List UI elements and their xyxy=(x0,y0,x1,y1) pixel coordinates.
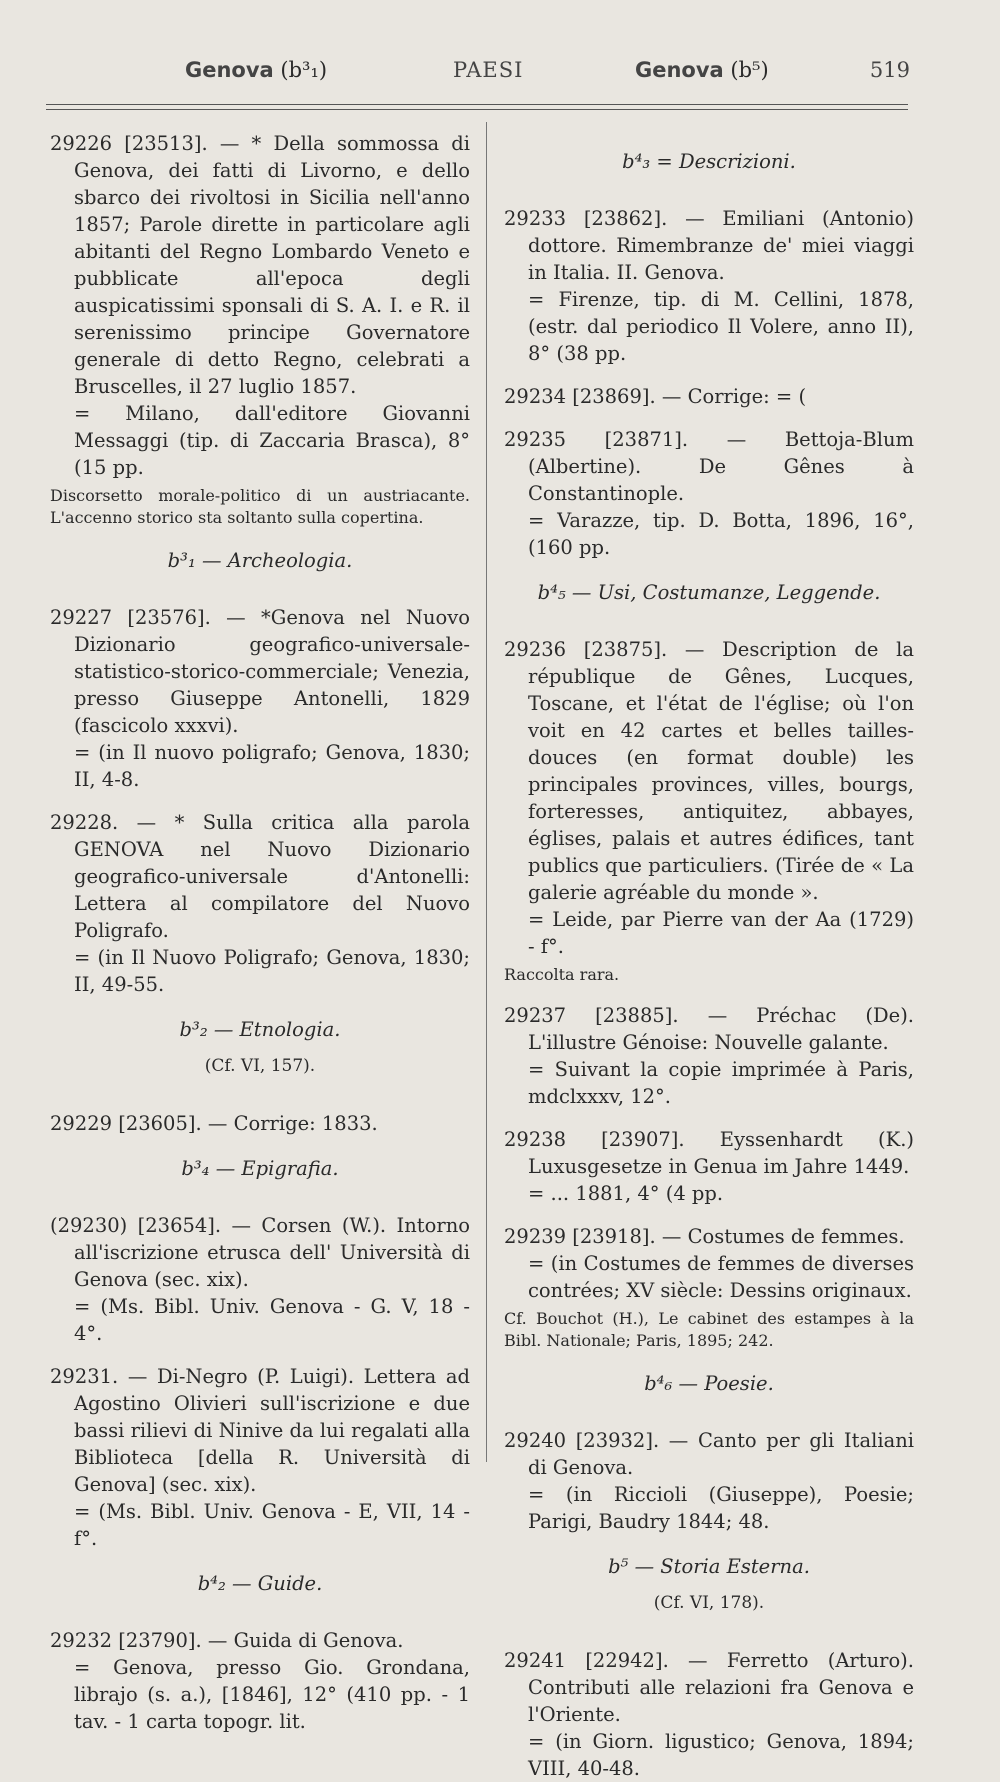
note: Discorsetto morale-politico di un austriacante. L'accenno storico sta soltanto sulla copertina. xyxy=(50,486,470,527)
catalogue-entry: 29239 [23918]. — Costumes de femmes. xyxy=(504,1225,905,1248)
running-head-right: Genova (b⁵) xyxy=(635,58,769,82)
spacer xyxy=(504,620,914,636)
catalogue-entry: 29227 [23576]. — *Genova nel Nuovo Dizionario geografico-universale-statistico-storico-commerciale; Venezia, presso Giuseppe Antonelli, 1829 (fascicolo xxxvi). xyxy=(50,606,470,737)
section-heading-text: b⁵ — Storia Esterna. xyxy=(608,1555,810,1578)
spacer xyxy=(504,986,914,1002)
imprint-line: = Varazze, tip. D. Botta, 1896, 16°, (160 pp. xyxy=(528,509,914,559)
imprint-line: = (in Giorn. ligustico; Genova, 1894; VIII, 40-48. xyxy=(528,1730,914,1780)
page-number: 519 xyxy=(869,58,910,82)
spacer xyxy=(50,1094,470,1110)
imprint-line: = Genova, presso Gio. Grondana, librajo (s. a.), [1846], 12° (410 pp. - 1 tav. - 1 carta topogr. lit. xyxy=(74,1656,470,1733)
imprint-line: = (Ms. Bibl. Univ. Genova - G. V, 18 - 4°. xyxy=(74,1295,470,1345)
spacer xyxy=(504,1207,914,1223)
running-head-left: Genova (b³₁) xyxy=(185,58,328,82)
imprint-line: = (in Il nuovo poligrafo; Genova, 1830; II, 4-8. xyxy=(74,741,470,791)
cross-reference: (Cf. VI, 178). xyxy=(653,1593,765,1613)
catalogue-entry: 29241 [22942]. — Ferretto (Arturo). Contributi alle relazioni fra Genova e l'Oriente. xyxy=(504,1649,914,1726)
catalogue-entry: 29234 [23869]. — Corrige: = ( xyxy=(504,385,807,408)
spacer xyxy=(504,410,914,426)
left-column xyxy=(50,130,470,1735)
spacer xyxy=(504,1631,914,1647)
running-head-center: PAESI xyxy=(453,58,524,82)
catalogue-entry: 29238 [23907]. Eyssenhardt (K.) Luxusgesetze in Genua im Jahre 1449. xyxy=(504,1128,914,1178)
section-heading xyxy=(50,1570,470,1597)
catalogue-entry: 29232 [23790]. — Guida di Genova. xyxy=(50,1629,404,1652)
spacer xyxy=(50,1611,470,1627)
running-head xyxy=(185,58,910,98)
right-column xyxy=(504,130,914,1782)
section-heading xyxy=(50,1155,470,1182)
imprint-line: = ... 1881, 4° (4 pp. xyxy=(528,1182,724,1205)
section-heading-text: b³₂ — Etnologia. xyxy=(179,1018,341,1041)
spacer xyxy=(50,793,470,809)
imprint-line: = (in Riccioli (Giuseppe), Poesie; Parigi, Baudry 1844; 48. xyxy=(528,1483,914,1533)
section-heading-text: b⁴₅ — Usi, Costumanze, Leggende. xyxy=(537,581,881,604)
catalogue-entry: 29240 [23932]. — Canto per gli Italiani di Genova. xyxy=(504,1429,914,1479)
section-heading xyxy=(50,1016,470,1043)
section-heading-text: b⁴₃ = Descrizioni. xyxy=(622,150,796,173)
section-heading xyxy=(504,148,914,175)
spacer xyxy=(504,1110,914,1126)
imprint-line: = Leide, par Pierre van der Aa (1729) - f°. xyxy=(528,908,914,958)
imprint-line: = Milano, dall'editore Giovanni Messaggi (tip. di Zaccaria Brasca), 8° (15 pp. xyxy=(74,402,470,479)
section-heading-text: b⁴₆ — Poesie. xyxy=(644,1372,774,1395)
imprint-line: = (Ms. Bibl. Univ. Genova - E, VII, 14 - f°. xyxy=(74,1500,470,1550)
section-heading xyxy=(50,547,470,574)
header-rule xyxy=(46,104,908,105)
catalogue-entry: 29231. — Di-Negro (P. Luigi). Lettera ad Agostino Olivieri sull'iscrizione e due bassi rilievi di Ninive da lui regalati alla Biblioteca [della R. Università di Genova] (sec. xix). xyxy=(50,1365,470,1496)
section-heading xyxy=(504,579,914,606)
note: Raccolta rara. xyxy=(504,965,620,984)
note: Cf. Bouchot (H.), Le cabinet des estampes à la Bibl. Nationale; Paris, 1895; 242. xyxy=(504,1309,914,1350)
cross-reference: (Cf. VI, 157). xyxy=(204,1056,316,1076)
section-heading-text: b⁴₂ — Guide. xyxy=(197,1572,323,1595)
section-heading xyxy=(504,1370,914,1397)
imprint-line: = Suivant la copie imprimée à Paris, mdclxxxv, 12°. xyxy=(528,1058,914,1108)
catalogue-entry: (29230) [23654]. — Corsen (W.). Intorno all'iscrizione etrusca dell' Università di Genova (sec. xix). xyxy=(50,1214,470,1291)
catalogue-entry: 29235 [23871]. — Bettoja-Blum (Albertine). De Gênes à Constantinople. xyxy=(504,428,914,505)
catalogue-entry: 29228. — * Sulla critica alla parola GENOVA nel Nuovo Dizionario geografico-universale d'Antonelli: Lettera al compilatore del Nuovo Poligrafo. xyxy=(50,811,470,942)
catalogue-entry: 29236 [23875]. — Description de la république de Gênes, Lucques, Toscane, et l'état de l'église; où l'on voit en 42 cartes et belles tailles-douces (en format double) les principales provinces, villes, bourgs, forteresses, antiquitez, abbayes, églises, palais et autres édifices, tant publics que particuliers. (Tirée de « La galerie agréable du monde ». xyxy=(504,638,914,904)
catalogue-entry: 29229 [23605]. — Corrige: 1833. xyxy=(50,1112,378,1135)
spacer xyxy=(504,1411,914,1427)
header-rule xyxy=(46,109,908,110)
section-heading xyxy=(504,1553,914,1580)
spacer xyxy=(50,1347,470,1363)
spacer xyxy=(504,189,914,205)
catalogue-entry: 29226 [23513]. — * Della sommossa di Genova, dei fatti di Livorno, e dello sbarco dei rivoltosi in Sicilia nell'anno 1857; Parole dirette in particolare agli abitanti del Regno Lombardo Veneto e pubblicate all'epoca degli auspicatissimi sponsali di S. A. I. e R. il serenissimo principe Governatore generale di detto Regno, celebrati a Bruscelles, il 27 luglio 1857. xyxy=(50,132,470,398)
spacer xyxy=(504,367,914,383)
catalogue-entry: 29237 [23885]. — Préchac (De). L'illustre Génoise: Nouvelle galante. xyxy=(504,1004,914,1054)
column-divider xyxy=(486,122,487,1462)
catalogue-entry: 29233 [23862]. — Emiliani (Antonio) dottore. Rimembranze de' miei viaggi in Italia. II. Genova. xyxy=(504,207,914,284)
section-heading-text: b³₄ — Epigrafia. xyxy=(181,1157,339,1180)
imprint-line: = Firenze, tip. di M. Cellini, 1878, (estr. dal periodico Il Volere, anno II), 8° (38 pp. xyxy=(528,288,914,365)
spacer xyxy=(50,1196,470,1212)
spacer xyxy=(50,588,470,604)
imprint-line: = (in Il Nuovo Poligrafo; Genova, 1830; II, 49-55. xyxy=(74,946,470,996)
section-heading-text: b³₁ — Archeologia. xyxy=(167,549,353,572)
imprint-line: = (in Costumes de femmes de diverses contrées; XV siècle: Dessins originaux. xyxy=(528,1252,914,1302)
